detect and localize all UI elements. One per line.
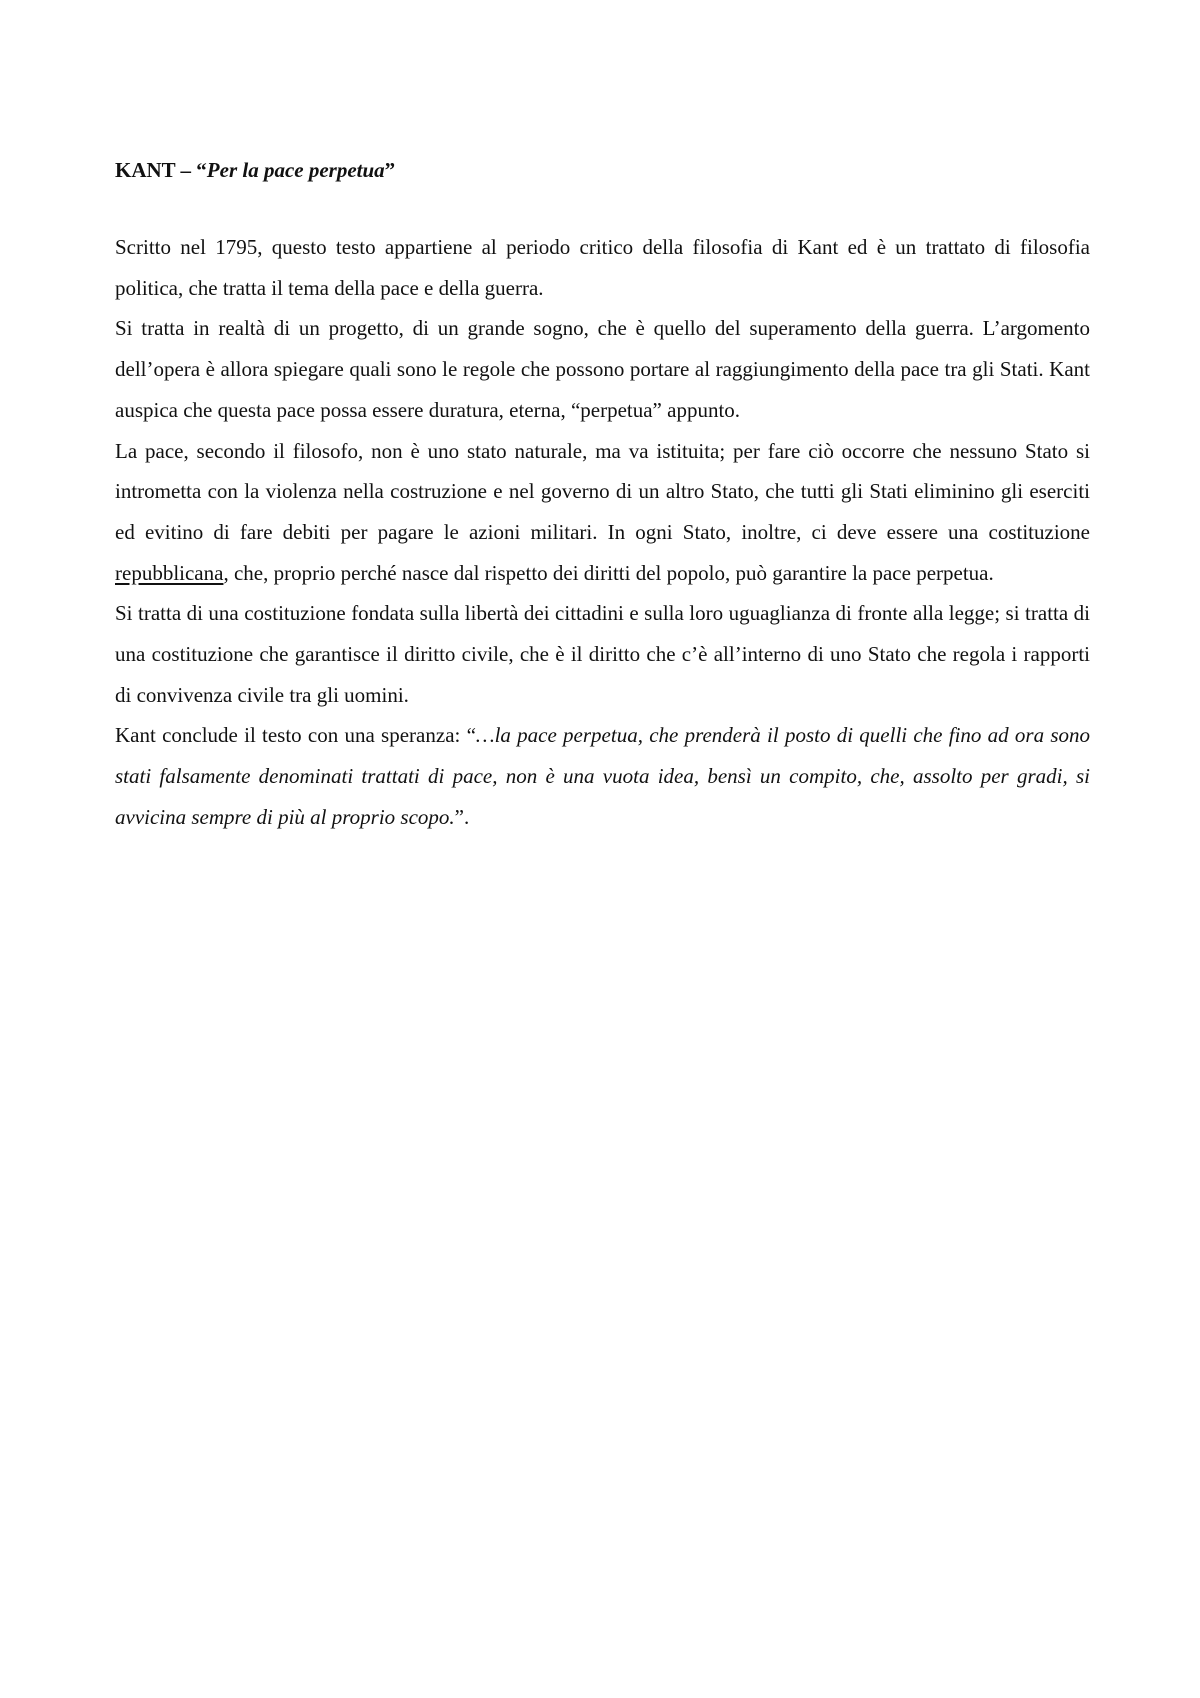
paragraph-1: Scritto nel 1795, questo testo appartiene al periodo critico della filosofia di Kant ed è un trattato di filosofia politica, che tratta il tema della pace e della guerra.: [115, 235, 1090, 300]
paragraph-2: Si tratta in realtà di un progetto, di un grande sogno, che è quello del superamento della guerra. L’argomento dell’opera è allora spiegare quali sono le regole che possono portare al raggiungimento della pace tra gli Stati. Kant auspica che questa pace possa essere duratura, eterna, “perpetua” appunto.: [115, 316, 1090, 422]
title-suffix: ”: [384, 158, 396, 182]
paragraph-3: [115, 431, 1090, 594]
document-body: [115, 150, 1090, 838]
paragraph-3-text-start: La pace, secondo il filosofo, non è uno stato naturale, ma va istituita; per fare ciò occorre che nessuno Stato si intrometta con la violenza nella costruzione e nel governo di un altro Stato, che tutti gli Stati eliminino gli eserciti ed evitino di fare debiti per pagare le azioni militari. In ogni Stato, inoltre, ci deve essere una costituzione: [115, 438, 1090, 544]
paragraph-3-text-end: , che, proprio perché nasce dal rispetto dei diritti del popolo, può garantire la pace perpetua.: [223, 560, 994, 585]
paragraph-4: Si tratta di una costituzione fondata sulla libertà dei cittadini e sulla loro uguaglianza di fronte alla legge; si tratta di una costituzione che garantisce il diritto civile, che è il diritto che c’è all’interno di uno Stato che regola i rapporti di convivenza civile tra gli uomini.: [115, 601, 1090, 707]
kant-quote: …la pace perpetua, che prenderà il posto di quelli che fino ad ora sono stati falsamente denominati trattati di pace, non è una vuota idea, bensì un compito, che, assolto per gradi, si avvicina sempre di più al proprio scopo.: [115, 723, 1090, 829]
paragraph-5: [115, 715, 1090, 837]
title-work: Per la pace perpetua: [206, 158, 385, 182]
title-prefix: KANT – “: [115, 158, 207, 182]
paragraph-5-closing: ”.: [454, 804, 470, 829]
paragraph-5-intro: Kant conclude il testo con una speranza: “: [115, 723, 476, 748]
document-title: [115, 150, 1090, 190]
underlined-term: repubblicana: [115, 560, 224, 585]
